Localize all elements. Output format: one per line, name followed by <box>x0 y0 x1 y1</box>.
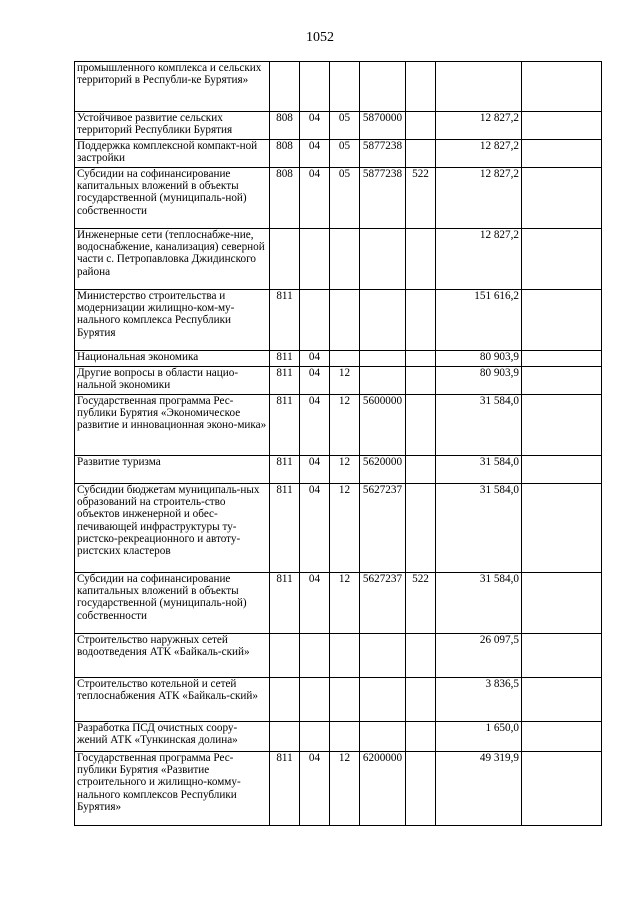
empty-cell <box>522 290 602 351</box>
section-code: 04 <box>300 395 330 456</box>
target-article-code: 6200000 <box>360 752 406 826</box>
section-code: 04 <box>300 351 330 367</box>
ministry-code <box>270 62 300 112</box>
empty-cell <box>522 456 602 484</box>
ministry-code: 808 <box>270 140 300 168</box>
subsection-code <box>330 678 360 722</box>
amount: 151 616,2 <box>436 290 522 351</box>
expense-type-code <box>406 484 436 573</box>
section-code <box>300 722 330 752</box>
expense-type-code <box>406 634 436 678</box>
target-article-code <box>360 634 406 678</box>
subsection-code: 12 <box>330 573 360 634</box>
ministry-code: 811 <box>270 395 300 456</box>
empty-cell <box>522 351 602 367</box>
expense-type-code: 522 <box>406 573 436 634</box>
row-name: Национальная экономика <box>75 351 270 367</box>
table-row <box>75 367 602 395</box>
amount <box>436 62 522 112</box>
subsection-code: 05 <box>330 112 360 140</box>
row-name: Развитие туризма <box>75 456 270 484</box>
table-row <box>75 140 602 168</box>
amount: 3 836,5 <box>436 678 522 722</box>
expense-type-code <box>406 456 436 484</box>
empty-cell <box>522 678 602 722</box>
amount: 80 903,9 <box>436 351 522 367</box>
section-code: 04 <box>300 456 330 484</box>
row-name: Субсидии на софинансирование капитальных вложений в объекты государственной (муниципаль-ной) собственности <box>75 573 270 634</box>
table-row <box>75 112 602 140</box>
empty-cell <box>522 722 602 752</box>
row-name: Государственная программа Рес-публики Бурятия «Экономическое развитие и инновационная эконо-мика» <box>75 395 270 456</box>
empty-cell <box>522 395 602 456</box>
section-code: 04 <box>300 573 330 634</box>
row-name: Поддержка комплексной компакт-ной застройки <box>75 140 270 168</box>
subsection-code: 12 <box>330 367 360 395</box>
row-name: Субсидии на софинансирование капитальных вложений в объекты государственной (муниципаль-ной) собственности <box>75 168 270 229</box>
amount: 31 584,0 <box>436 395 522 456</box>
expense-type-code: 522 <box>406 168 436 229</box>
subsection-code <box>330 229 360 290</box>
subsection-code <box>330 722 360 752</box>
section-code: 04 <box>300 112 330 140</box>
target-article-code <box>360 367 406 395</box>
ministry-code: 811 <box>270 367 300 395</box>
ministry-code <box>270 229 300 290</box>
expense-type-code <box>406 290 436 351</box>
row-name: промышленного комплекса и сельских территорий в Республи-ке Бурятия» <box>75 62 270 112</box>
section-code: 04 <box>300 752 330 826</box>
expense-type-code <box>406 395 436 456</box>
target-article-code <box>360 722 406 752</box>
ministry-code: 811 <box>270 290 300 351</box>
subsection-code: 12 <box>330 456 360 484</box>
table-row <box>75 351 602 367</box>
target-article-code: 5600000 <box>360 395 406 456</box>
empty-cell <box>522 573 602 634</box>
empty-cell <box>522 229 602 290</box>
subsection-code <box>330 290 360 351</box>
target-article-code <box>360 351 406 367</box>
subsection-code: 05 <box>330 140 360 168</box>
table-row <box>75 168 602 229</box>
target-article-code: 5620000 <box>360 456 406 484</box>
target-article-code <box>360 290 406 351</box>
subsection-code: 12 <box>330 395 360 456</box>
table-row <box>75 62 602 112</box>
table-row <box>75 229 602 290</box>
section-code <box>300 62 330 112</box>
empty-cell <box>522 752 602 826</box>
row-name: Другие вопросы в области нацио-нальной экономики <box>75 367 270 395</box>
amount: 26 097,5 <box>436 634 522 678</box>
target-article-code <box>360 62 406 112</box>
target-article-code <box>360 229 406 290</box>
subsection-code <box>330 62 360 112</box>
target-article-code <box>360 678 406 722</box>
subsection-code <box>330 351 360 367</box>
amount: 31 584,0 <box>436 456 522 484</box>
table-row <box>75 573 602 634</box>
amount: 12 827,2 <box>436 168 522 229</box>
amount: 31 584,0 <box>436 573 522 634</box>
empty-cell <box>522 62 602 112</box>
amount: 12 827,2 <box>436 140 522 168</box>
section-code: 04 <box>300 367 330 395</box>
target-article-code: 5627237 <box>360 484 406 573</box>
expense-type-code <box>406 140 436 168</box>
amount: 80 903,9 <box>436 367 522 395</box>
section-code <box>300 678 330 722</box>
row-name: Строительство котельной и сетей теплоснабжения АТК «Байкаль-ский» <box>75 678 270 722</box>
amount: 49 319,9 <box>436 752 522 826</box>
subsection-code: 05 <box>330 168 360 229</box>
target-article-code: 5870000 <box>360 112 406 140</box>
expense-type-code <box>406 367 436 395</box>
expense-type-code <box>406 351 436 367</box>
ministry-code: 811 <box>270 456 300 484</box>
table-row <box>75 722 602 752</box>
ministry-code: 808 <box>270 112 300 140</box>
section-code <box>300 229 330 290</box>
table-row <box>75 752 602 826</box>
ministry-code: 811 <box>270 752 300 826</box>
expense-type-code <box>406 752 436 826</box>
ministry-code <box>270 634 300 678</box>
amount: 12 827,2 <box>436 112 522 140</box>
row-name: Устойчивое развитие сельских территорий Республики Бурятия <box>75 112 270 140</box>
section-code: 04 <box>300 168 330 229</box>
table-row <box>75 395 602 456</box>
section-code <box>300 634 330 678</box>
table-row <box>75 484 602 573</box>
empty-cell <box>522 634 602 678</box>
empty-cell <box>522 367 602 395</box>
row-name: Строительство наружных сетей водоотведения АТК «Байкаль-ский» <box>75 634 270 678</box>
ministry-code: 808 <box>270 168 300 229</box>
amount: 12 827,2 <box>436 229 522 290</box>
empty-cell <box>522 484 602 573</box>
ministry-code <box>270 678 300 722</box>
row-name: Разработка ПСД очистных соору-жений АТК «Тункинская долина» <box>75 722 270 752</box>
ministry-code: 811 <box>270 484 300 573</box>
expense-type-code <box>406 62 436 112</box>
page-number: 1052 <box>306 30 334 45</box>
subsection-code: 12 <box>330 752 360 826</box>
amount: 1 650,0 <box>436 722 522 752</box>
empty-cell <box>522 140 602 168</box>
row-name: Субсидии бюджетам муниципаль-ных образований на строитель-ство объектов инженерной и обес-печивающей инфраструктуры ту-ристско-рекреационного и автоту-ристских кластеров <box>75 484 270 573</box>
empty-cell <box>522 112 602 140</box>
ministry-code <box>270 722 300 752</box>
row-name: Государственная программа Рес-публики Бурятия «Развитие строительного и жилищно-комму-нального комплексов Республики Бурятия» <box>75 752 270 826</box>
budget-table <box>74 61 602 826</box>
section-code: 04 <box>300 140 330 168</box>
table-row <box>75 678 602 722</box>
table-row <box>75 634 602 678</box>
subsection-code <box>330 634 360 678</box>
table-row <box>75 456 602 484</box>
ministry-code: 811 <box>270 573 300 634</box>
amount: 31 584,0 <box>436 484 522 573</box>
section-code <box>300 290 330 351</box>
empty-cell <box>522 168 602 229</box>
target-article-code: 5627237 <box>360 573 406 634</box>
expense-type-code <box>406 112 436 140</box>
expense-type-code <box>406 678 436 722</box>
expense-type-code <box>406 229 436 290</box>
budget-table-body <box>75 62 602 826</box>
ministry-code: 811 <box>270 351 300 367</box>
subsection-code: 12 <box>330 484 360 573</box>
target-article-code: 5877238 <box>360 140 406 168</box>
target-article-code: 5877238 <box>360 168 406 229</box>
row-name: Министерство строительства и модернизации жилищно-ком-му-нального комплекса Республики Бурятия <box>75 290 270 351</box>
table-row <box>75 290 602 351</box>
row-name: Инженерные сети (теплоснабже-ние, водоснабжение, канализация) северной части с. Петропавловка Джидинского района <box>75 229 270 290</box>
expense-type-code <box>406 722 436 752</box>
section-code: 04 <box>300 484 330 573</box>
